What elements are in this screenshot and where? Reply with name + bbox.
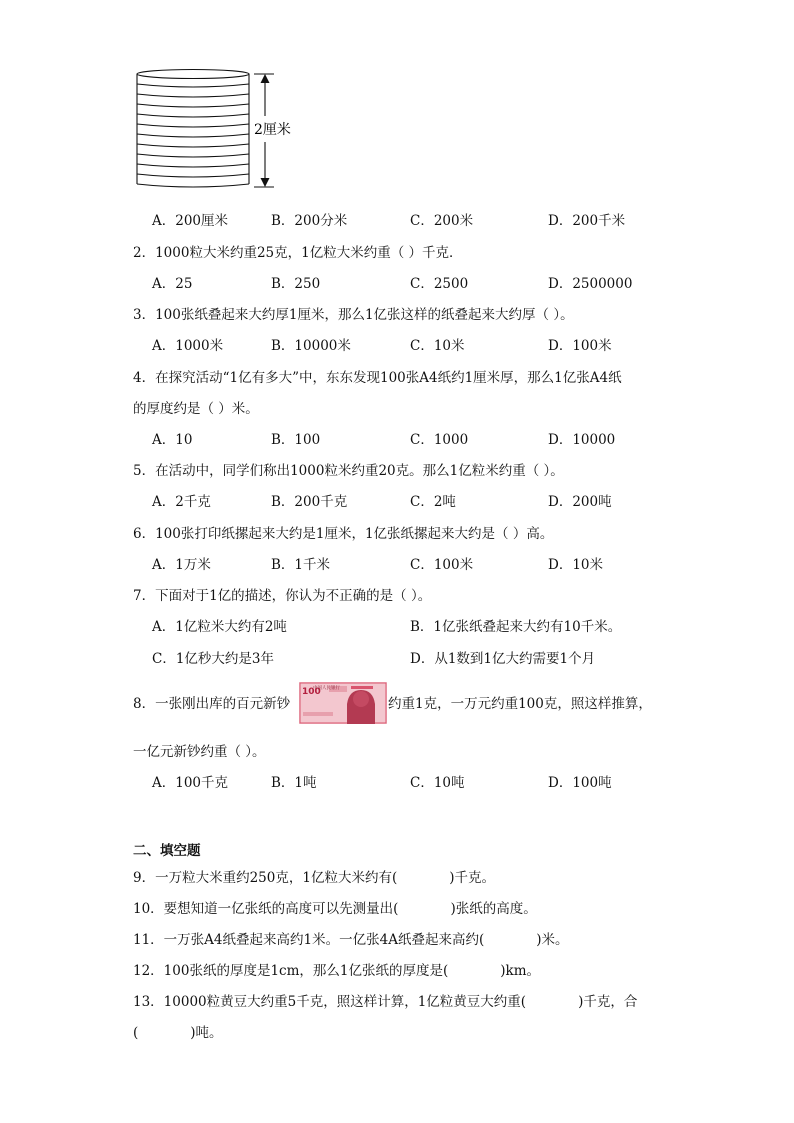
q8-option-b[interactable]: B．1吨: [271, 775, 317, 791]
q13-before-blank1: 13．10000粒黄豆大约重5千克，照这样计算，1亿粒黄豆大约重(: [133, 994, 527, 1010]
q4-stem-line1: 4．在探究活动“1亿有多大”中，东东发现100张A4纸约1厘米厚，那么1亿张A4纸: [133, 370, 622, 386]
q1-option-a[interactable]: A．200厘米: [152, 213, 229, 229]
q7-option-a[interactable]: A．1亿粒米大约有2吨: [152, 619, 287, 635]
q2-option-b[interactable]: B．250: [271, 276, 321, 292]
q6-option-d[interactable]: D．10米: [548, 557, 604, 573]
q4-option-b[interactable]: B．100: [271, 432, 321, 448]
q11-before-blank: 11．一万张A4纸叠起来高约1米。一亿张4A纸叠起来高约(: [133, 932, 485, 948]
q6-stem: 6．100张打印纸摞起来大约是1厘米，1亿张纸摞起来大约是（ ）高。: [133, 526, 554, 542]
q5-option-b[interactable]: B．200千克: [271, 494, 348, 510]
q1-option-c[interactable]: C．200米: [410, 213, 474, 229]
q6-option-b[interactable]: B．1千米: [271, 557, 331, 573]
q4-stem-line2: 的厚度约是（ ）米。: [133, 401, 259, 417]
banknote-100-icon: [299, 682, 387, 724]
q10-after-blank: )张纸的高度。: [450, 901, 537, 917]
q8-option-a[interactable]: A．100千克: [152, 775, 229, 791]
q8-option-c[interactable]: C．10吨: [410, 775, 465, 791]
q13-text-line2: [133, 1025, 223, 1041]
q3-option-d[interactable]: D．100米: [548, 338, 612, 354]
q2-stem: 2．1000粒大米约重25克，1亿粒大米约重（ ）千克．: [133, 245, 463, 261]
q8-stem-line2: 一亿元新钞约重（ ）。: [133, 744, 266, 760]
q13-open-paren: (: [133, 1025, 139, 1041]
q3-option-a[interactable]: A．1000米: [152, 338, 224, 354]
q7-option-d[interactable]: D．从1数到1亿大约需要1个月: [410, 651, 596, 667]
q9-after-blank: )千克。: [449, 870, 495, 886]
q7-stem: 7．下面对于1亿的描述，你认为不正确的是（ ）。: [133, 588, 432, 604]
paper-stack-figure: [130, 66, 310, 196]
q13-text-line1: [133, 994, 637, 1010]
q4-option-c[interactable]: C．1000: [410, 432, 469, 448]
q12-before-blank: 12．100张纸的厚度是1cm，那么1亿张纸的厚度是(: [133, 963, 449, 979]
q10-before-blank: 10．要想知道一亿张纸的高度可以先测量出(: [133, 901, 399, 917]
q3-option-b[interactable]: B．10000米: [271, 338, 351, 354]
height-label: 2厘米: [254, 122, 291, 138]
q12-text: [133, 963, 540, 979]
q9-before-blank: 9．一万粒大米重约250克，1亿粒大米约有(: [133, 870, 398, 886]
q11-after-blank: )米。: [536, 932, 569, 948]
q2-option-a[interactable]: A．25: [152, 276, 193, 292]
q6-option-a[interactable]: A．1万米: [152, 557, 211, 573]
q6-option-c[interactable]: C．100米: [410, 557, 474, 573]
q2-option-d[interactable]: D．2500000: [548, 276, 633, 292]
q8-stem-part2: 约重1克，一万元约重100克，照这样推算，: [388, 696, 652, 712]
q7-option-b[interactable]: B．1亿张纸叠起来大约有10千米。: [410, 619, 622, 635]
q13-after-blank1: )千克，合: [578, 994, 638, 1010]
q13-after-blank2: )吨。: [190, 1025, 223, 1041]
q4-option-d[interactable]: D．10000: [548, 432, 616, 448]
q8-stem-part1: 8．一张刚出库的百元新钞: [133, 696, 291, 712]
q3-option-c[interactable]: C．10米: [410, 338, 465, 354]
q12-after-blank: )km。: [500, 963, 541, 979]
q7-option-c[interactable]: C．1亿秒大约是3年: [152, 651, 275, 667]
q5-stem: 5．在活动中，同学们称出1000粒米约重20克。那么1亿粒米约重（ ）。: [133, 463, 564, 479]
q5-option-c[interactable]: C．2吨: [410, 494, 456, 510]
q3-stem: 3．100张纸叠起来大约厚1厘米，那么1亿张这样的纸叠起来大约厚（ ）。: [133, 307, 574, 323]
q5-option-a[interactable]: A．2千克: [152, 494, 211, 510]
q8-option-d[interactable]: D．100吨: [548, 775, 612, 791]
banknote-image: [299, 682, 387, 724]
q2-option-c[interactable]: C．2500: [410, 276, 469, 292]
banknote-value: 100: [302, 687, 321, 697]
q1-option-b[interactable]: B．200分米: [271, 213, 348, 229]
q4-option-a[interactable]: A．10: [152, 432, 193, 448]
q9-text: [133, 870, 495, 886]
q1-option-d[interactable]: D．200千米: [548, 213, 626, 229]
section-title-fill-blank: 二、填空题: [133, 843, 201, 859]
banknote-bank-text: 中国人民银行: [313, 686, 340, 691]
q11-text: [133, 932, 569, 948]
q10-text: [133, 901, 537, 917]
paper-stack-diagram: [130, 66, 310, 196]
q5-option-d[interactable]: D．200吨: [548, 494, 612, 510]
